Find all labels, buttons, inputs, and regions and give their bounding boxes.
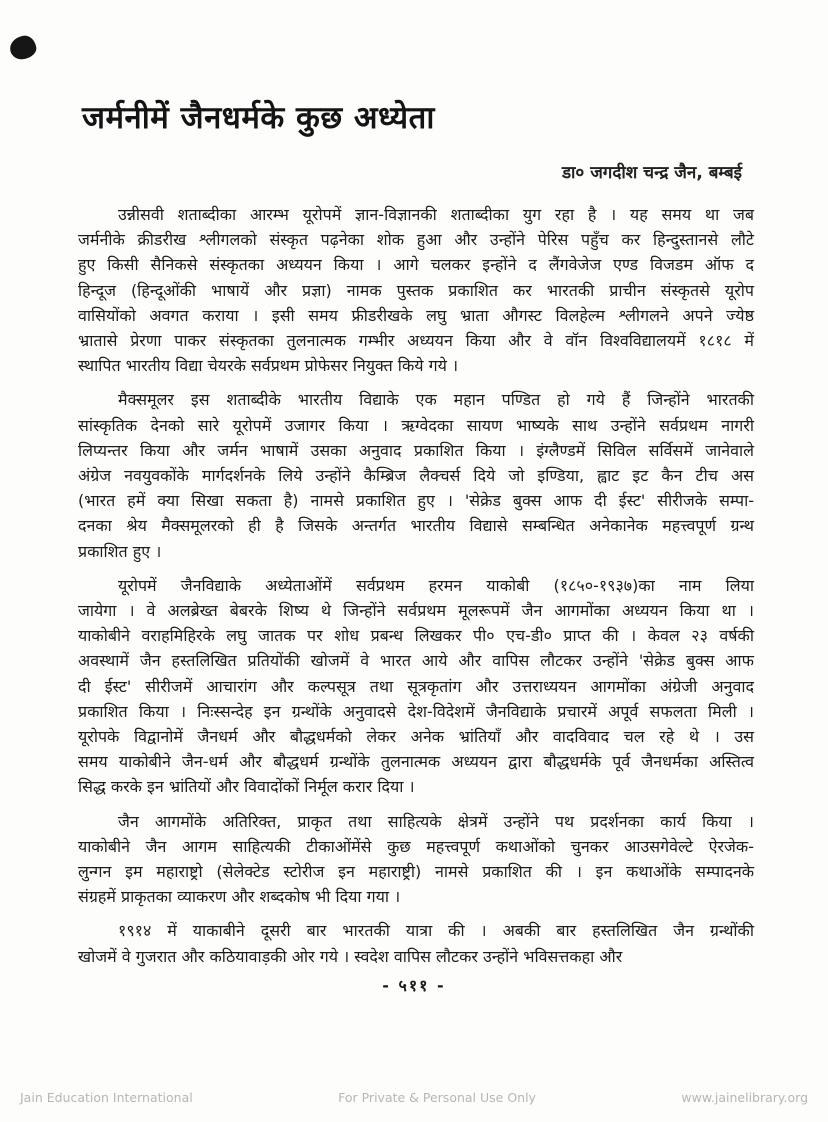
footer-left-text: Jain Education International: [20, 1090, 193, 1105]
text-line: अंग्रेज नवयुवकोंके मार्गदर्शनके लिये उन्होंने कैम्ब्रिज लैक्चर्स दिये जो इण्डिया, ह्वाट इट कैन टीच अस: [78, 466, 754, 486]
text-line: खोजमें वे गुजरात और कठियावाड़की ओर गये । स्वदेश वापिस लौटकर उन्होंने भविसत्तकहा और: [78, 946, 623, 966]
author-byline: डा० जगदीश चन्द्र जैन, बम्बई: [561, 163, 742, 183]
paragraph: [78, 809, 754, 910]
text-line: याकोबीने वराहमिहिरके लघु जातक पर शोध प्रबन्ध लिखकर पी० एच-डी० प्राप्त की । केवल २३ वर्षकी: [78, 626, 754, 646]
footer-website-text: www.jainelibrary.org: [681, 1090, 808, 1105]
text-line: अवस्थामें जैन हस्तलिखित प्रतियोंकी खोजमें वे भारत आये और वापिस लौटकर उन्होंने 'सेक्रेड बुक्स आफ: [78, 651, 754, 671]
text-line: १९१४ में याकाबीने दूसरी बार भारतकी यात्रा की । अबकी बार हस्तलिखित जैन ग्रन्थोंकी: [118, 921, 754, 941]
text-line: (भारत हमें क्या सिखा सकता है) नामसे प्रकाशित हुए । 'सेक्रेड बुक्स आफ दी ईस्ट' सीरीजके सम्पा-: [78, 491, 754, 511]
text-line: मैक्समूलर इस शताब्दीके भारतीय विद्याके एक महान पण्डित हो गये हैं जिन्होंने भारतकी: [118, 390, 754, 410]
body-text: [78, 202, 754, 969]
paragraph: [78, 918, 754, 968]
text-line: भ्रातासे प्रेरणा पाकर संस्कृतका तुलनात्मक गम्भीर अध्ययन किया और वे वॉन विश्वविद्यालयमें १८१८ में: [78, 331, 754, 351]
footer: [20, 1090, 808, 1105]
text-line: जायेगा । वे अलब्रेख्त बेबरके शिष्य थे जिन्होंने सर्वप्रथम मूलरूपमें जैन आगमोंका अध्ययन किया था ।: [78, 601, 754, 621]
ink-smudge: [8, 34, 38, 62]
paragraph: [78, 573, 754, 800]
text-line: दनका श्रेय मैक्समूलरको ही है जिसके अन्तर्गत भारतीय विद्यासे सम्बन्धित अनेकानेक महत्त्वपूर्ण ग्रन्थ: [78, 516, 754, 536]
text-line: लिप्यन्तर किया और जर्मन भाषामें उसका अनुवाद प्रकाशित किया । इंग्लैण्डमें सिविल सर्विसमें जानेवाले: [78, 440, 754, 460]
page-number: - ५११ -: [382, 976, 446, 995]
text-line: हिन्दूज (हिन्दूओंकी भाषायें और प्रज्ञा) नामक पुस्तक प्रकाशित कर भारतकी प्राचीन संस्कृतसे यूरोप: [78, 280, 754, 300]
footer-center-text: For Private & Personal Use Only: [338, 1090, 536, 1105]
text-line: याकोबीने जैन आगम साहित्यकी टीकाओंमेंसे कुछ महत्त्वपूर्ण कथाओंको चुनकर आउसगेवेल्टे ऐरजेक-: [78, 836, 754, 856]
text-line: समय याकोबीने जैन-धर्म और बौद्धधर्म ग्रन्थोंके तुलनात्मक अध्ययन द्वारा बौद्धधर्मके पूर्व जैनधर्मका अस्तित्व: [78, 752, 754, 772]
text-line: संग्रहमें प्राकृतका व्याकरण और शब्दकोष भी दिया गया ।: [78, 887, 401, 907]
text-line: जर्मनीके क्रीडरीख श्लीगलको संस्कृत पढ़नेका शोक हुआ और उन्होंने पेरिस पहुँच कर हिन्दुस्तानसे लौटे: [78, 230, 754, 250]
text-line: वासियोंको अवगत कराया । इसी समय फ्रीडरीखके लघु भ्राता औगस्ट विलहेल्म श्लीगलने अपने ज्येष्ठ: [78, 305, 754, 325]
text-line: यूरोपके विद्वानोमें जैनधर्म और बौद्धधर्मको लेकर अनेक भ्रांतियाँ और वादविवाद चल रहे थे । उस: [78, 727, 754, 747]
text-line: जैन आगमोंके अतिरिक्त, प्राकृत तथा साहित्यके क्षेत्रमें उन्होंने पथ प्रदर्शनका कार्य किया ।: [118, 811, 754, 831]
text-line: उन्नीसवी शताब्दीका आरम्भ यूरोपमें ज्ञान-विज्ञानकी शताब्दीका युग रहा है । यह समय था जब: [118, 205, 754, 224]
text-line: लुन्गन इम महाराष्ट्रो (सेलेक्टेड स्टोरीज इन महाराष्ट्री) नामसे प्रकाशित की । इन कथाओंके सम्पादनके: [78, 862, 754, 882]
text-line: प्रकाशित हुए ।: [78, 541, 162, 561]
text-line: स्थापित भारतीय विद्या चेयरके सर्वप्रथम प्रोफेसर नियुक्त किये गये ।: [78, 356, 459, 376]
text-line: यूरोपमें जैनविद्याके अध्येताओंमें सर्वप्रथम हरमन याकोबी (१८५०-१९३७)का नाम लिया: [118, 575, 754, 595]
text-line: दी ईस्ट' सीरीजमें आचारांग और कल्पसूत्र तथा सूत्रकृतांग और उत्तराध्ययन आगमोंका अंग्रेजी अनुवाद: [78, 676, 754, 696]
text-line: हुए किसी सैनिकसे संस्कृतका अध्ययन किया । आगे चलकर इन्होंने द लैंगवेजेज एण्ड विजडम ऑफ द: [78, 255, 754, 275]
text-line: सिद्ध करके इन भ्रांतियों और विवादोंकों निर्मूल करार दिया ।: [78, 777, 415, 797]
text-line: सांस्कृतिक देनको सारे यूरोपमें उजागर किया । ऋग्वेदका सायण भाष्यके साथ उन्होंने सर्वप्रथम नागरी: [78, 415, 754, 435]
paragraph: [78, 387, 754, 563]
page-title: जर्मनीमें जैनधर्मके कुछ अध्येता: [82, 100, 435, 136]
text-line: प्रकाशित किया । निःस्सन्देह इन ग्रन्थोंके अनुवादसे देश-विदेशमें जैनविद्याके प्रचारमें अपूर्व सफलता मिली ।: [78, 701, 754, 721]
paragraph: [78, 202, 754, 378]
